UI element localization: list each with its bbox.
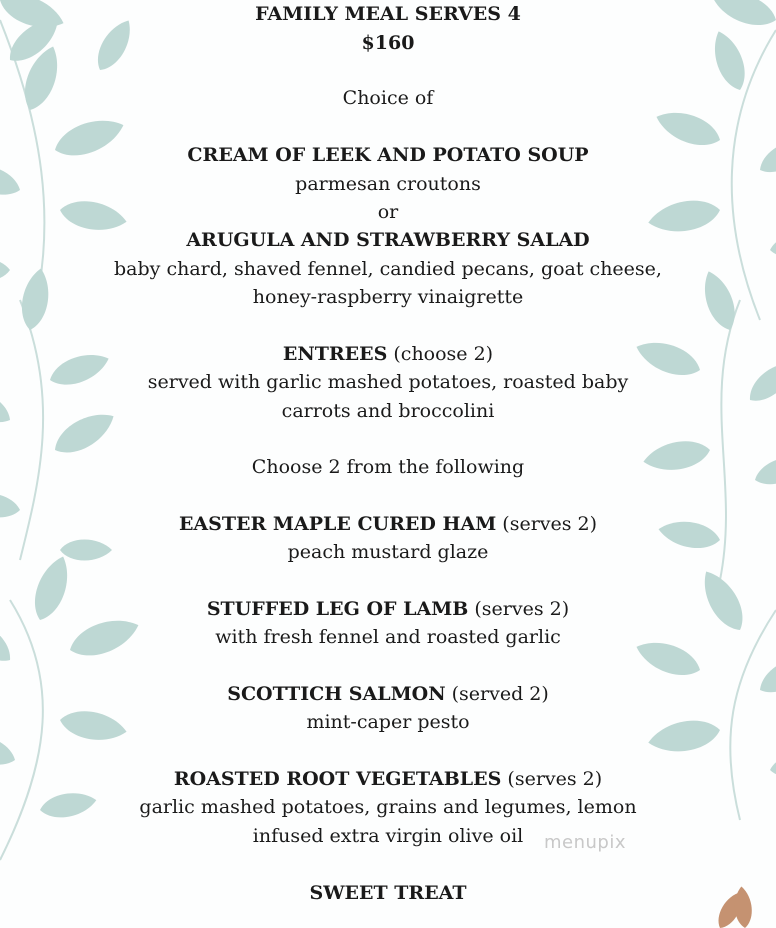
or-label: or xyxy=(377,201,399,223)
menu-price: $160 xyxy=(361,32,415,54)
lamb-name: STUFFED LEG OF LAMB xyxy=(206,598,469,620)
dessert-heading: SWEET TREAT xyxy=(309,882,467,904)
vegetables-description-1: garlic mashed potatoes, grains and legumes, lemon xyxy=(139,796,637,818)
lamb-description: with fresh fennel and roasted garlic xyxy=(215,626,561,648)
ham-note: (serves 2) xyxy=(502,513,598,535)
vegetables-name: ROASTED ROOT VEGETABLES xyxy=(173,768,502,790)
entrees-heading-line xyxy=(0,340,776,368)
soup-description: parmesan croutons xyxy=(295,173,481,195)
salad-description-1: baby chard, shaved fennel, candied pecans, goat cheese, xyxy=(114,258,662,280)
salad-description-2: honey-raspberry vinaigrette xyxy=(252,286,524,308)
lamb-note: (serves 2) xyxy=(474,598,570,620)
salmon-line xyxy=(0,680,776,708)
salmon-name: SCOTTICH SALMON xyxy=(227,683,446,705)
entrees-description-1: served with garlic mashed potatoes, roasted baby xyxy=(147,371,629,393)
salmon-description: mint-caper pesto xyxy=(306,711,470,733)
vegetables-description-2: infused extra virgin olive oil xyxy=(252,825,524,847)
ham-name: EASTER MAPLE CURED HAM xyxy=(178,513,497,535)
lamb-line xyxy=(0,595,776,623)
choose-two-label: Choose 2 from the following xyxy=(251,456,525,478)
choice-of-label: Choice of xyxy=(342,87,434,109)
vegetables-note: (serves 2) xyxy=(507,768,603,790)
soup-name: CREAM OF LEEK AND POTATO SOUP xyxy=(187,144,589,166)
menupix-watermark: menupix xyxy=(544,832,627,853)
vegetables-line xyxy=(0,765,776,793)
entrees-description-2: carrots and broccolini xyxy=(281,400,495,422)
ham-line xyxy=(0,510,776,538)
ham-description: peach mustard glaze xyxy=(287,541,489,563)
salad-name: ARUGULA AND STRAWBERRY SALAD xyxy=(186,229,590,251)
entrees-heading: ENTREES xyxy=(282,343,388,365)
salmon-note: (served 2) xyxy=(451,683,549,705)
menu-title: FAMILY MEAL SERVES 4 xyxy=(255,3,521,25)
entrees-note: (choose 2) xyxy=(393,343,494,365)
